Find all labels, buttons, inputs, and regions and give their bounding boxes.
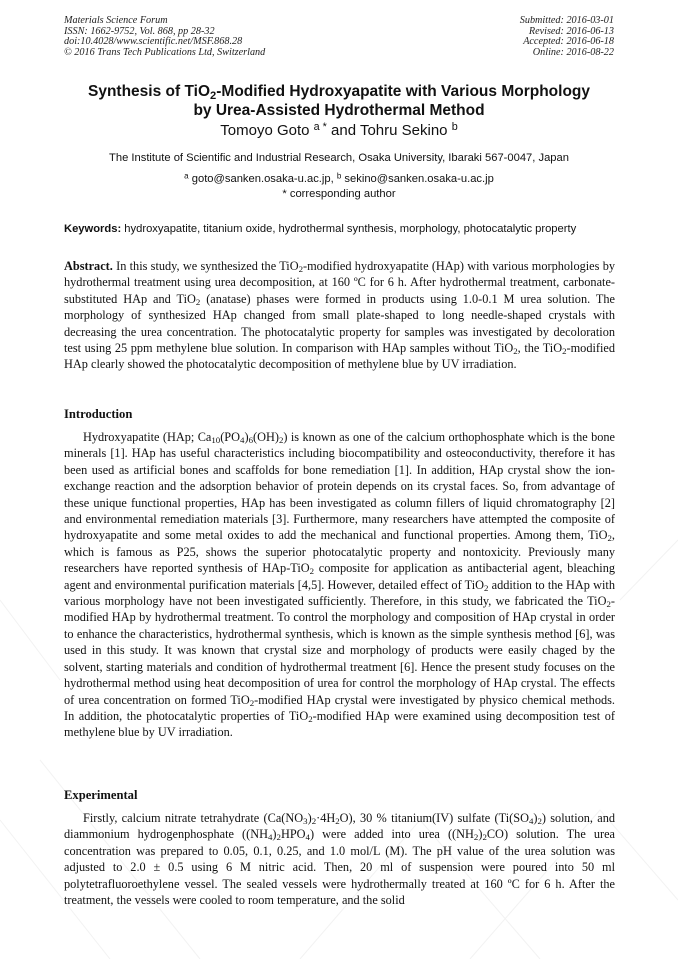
- author-emails: $^a$ goto@sanken.osaka-u.ac.jp, $^b$ sekino@sanken.osaka-u.ac.jp: [184, 171, 494, 185]
- email-link[interactable]: goto@sanken.osaka-u.ac.jp,: [188, 173, 337, 185]
- introduction-paragraph: Hydroxyapatite (HAp; $Ca_{10}(PO_4)_6(OH)_2$) is known as one of the calcium orthophosphate which is the bone minerals [1]. HAp has useful characteristics including biocompatibility and osteoconductivity, therefore it has been used as artificial bones and scaffolds for bone remediation [1]. In addition, HAp crystal show the ion-exchange reaction and the adsorption behavior of protein depends on its crystal faces. So, from advantage of these unique functional properties, HAp has been investigated as column fillers of liquid chromatography [2] and environmental remediation materials [3]. Furthermore, many researchers have attempted the composite of hydroxyapatite and some metal oxides to add the mechanical and functional properties. Among them, TiO$_2$, which is famous as P25, shows the superior photocatalytic property and nontoxicity. Previously many researchers have reported synthesis of HAp-TiO$_2$ composite for application as antibacterial agent, bleaching agent and environmental purification materials [4,5]. However, detailed effect of TiO$_2$ addition to the HAp with various morphology have not been investigated sufficiently. Therefore, in this study, we fabricated the TiO$_2$-modified HAp by hydrothermal treatment. To control the morphology and composition of HAp crystal in order to enhance the characteristics, hydrothermal synthesis, which is known as the simple synthesis method [6], was used in this study. It was known that crystal size and morphology of products were easily chaged by the solvent, starting materials and condition of hydrothermal treatment [6]. Hence the present study focuses on the hydrothermal method using heat decomposition of urea for control the morphology of HAp crystal. The effects of urea concentration on formed TiO$_2$-modified HAp crystal were investigated by physico chemical methods. In addition, the photocatalytic properties of TiO$_2$-modified HAp were examined using decomposition test of methylene blue by UV irradiation.: [64, 430, 616, 740]
- revised-date: Revised: 2016-06-13: [528, 25, 614, 37]
- keywords-label: Keywords:: [64, 223, 122, 235]
- journal-info: [64, 16, 265, 58]
- paper-title: Synthesis of TiO$_2$-Modified Hydroxyapatite with Various Morphology by Urea-Assisted Hydrothermal Method: [88, 83, 590, 119]
- issn: ISSN: 1662-9752, Vol. 868, pp 28-32: [64, 25, 215, 37]
- author-list: Tomoyo Goto $^{a *}$ and Tohru Sekino $^b$: [220, 121, 458, 139]
- online-date: Online: 2016-08-22: [532, 46, 614, 58]
- experimental-paragraph: Firstly, calcium nitrate tetrahydrate $(Ca(NO_3)_2\cdot 4H_2O)$, 30 % titanium(IV) sulfate $(Ti(SO_4)_2)$ solution, and diammonium hydrogenphosphate $((NH_4)_2HPO_4)$ were added into urea $((NH_2)_2CO)$ solution. The urea concentration was prepared to 0.05, 0.1, 0.25, and 1.0 mol/L (M). The pH value of the urea solution was adjusted to 2.0 ± 0.5 using 6 M nitric acid. Then, 20 ml of suspension were poured into 50 ml polytetrafluoroethylene vessel. The sealed vessels were hydrothermally treated at 160 ºC for 6 h. After the treatment, the vessels were cooled to room temperature, and the solid: [64, 811, 616, 908]
- keywords-text: hydroxyapatite, titanium oxide, hydrothermal synthesis, morphology, photocatalytic property: [121, 223, 577, 235]
- doi: doi:10.4028/www.scientific.net/MSF.868.28: [64, 36, 243, 48]
- journal-name: Materials Science Forum: [64, 15, 168, 26]
- author-name: Tohru Sekino: [359, 122, 448, 139]
- email-link[interactable]: sekino@sanken.osaka-u.ac.jp: [341, 173, 494, 185]
- submitted-date: Submitted: 2016-03-01: [519, 15, 614, 26]
- affiliation: The Institute of Scientific and Industrial Research, Osaka University, Ibaraki 567-0047, Japan: [109, 152, 569, 164]
- corresponding-note: * corresponding author: [282, 188, 396, 200]
- keywords: [64, 222, 620, 236]
- abstract: Abstract. In this study, we synthesized the TiO$_2$-modified hydroxyapatite (HAp) with various morphologies by hydrothermal treatment using urea decomposition, at 160 ºC for 6 h. After hydrothermal treatment, carbonate-substituted HAp and TiO$_2$ (anatase) phases were formed in products using 1.0-0.1 M urea solution. The morphology of synthesized HAp changed from small plate-shaped to long needle-shaped crystals with decreasing the urea concentration. The photocatalytic property for samples was investigated by decoloration test using 25 ppm methylene blue solution. In comparison with HAp samples without TiO$_2$, the TiO$_2$-modified HAp clearly showed the photocatalytic decomposition of methylene blue by UV irradiation.: [64, 259, 616, 372]
- accepted-date: Accepted: 2016-06-18: [523, 36, 614, 48]
- section-heading-experimental: Experimental: [64, 788, 138, 802]
- publication-dates: [520, 16, 614, 58]
- author-name: Tomoyo Goto: [220, 122, 310, 139]
- copyright: © 2016 Trans Tech Publications Ltd, Switzerland: [64, 46, 266, 58]
- section-heading-introduction: Introduction: [64, 407, 133, 421]
- abstract-label: Abstract.: [64, 259, 113, 273]
